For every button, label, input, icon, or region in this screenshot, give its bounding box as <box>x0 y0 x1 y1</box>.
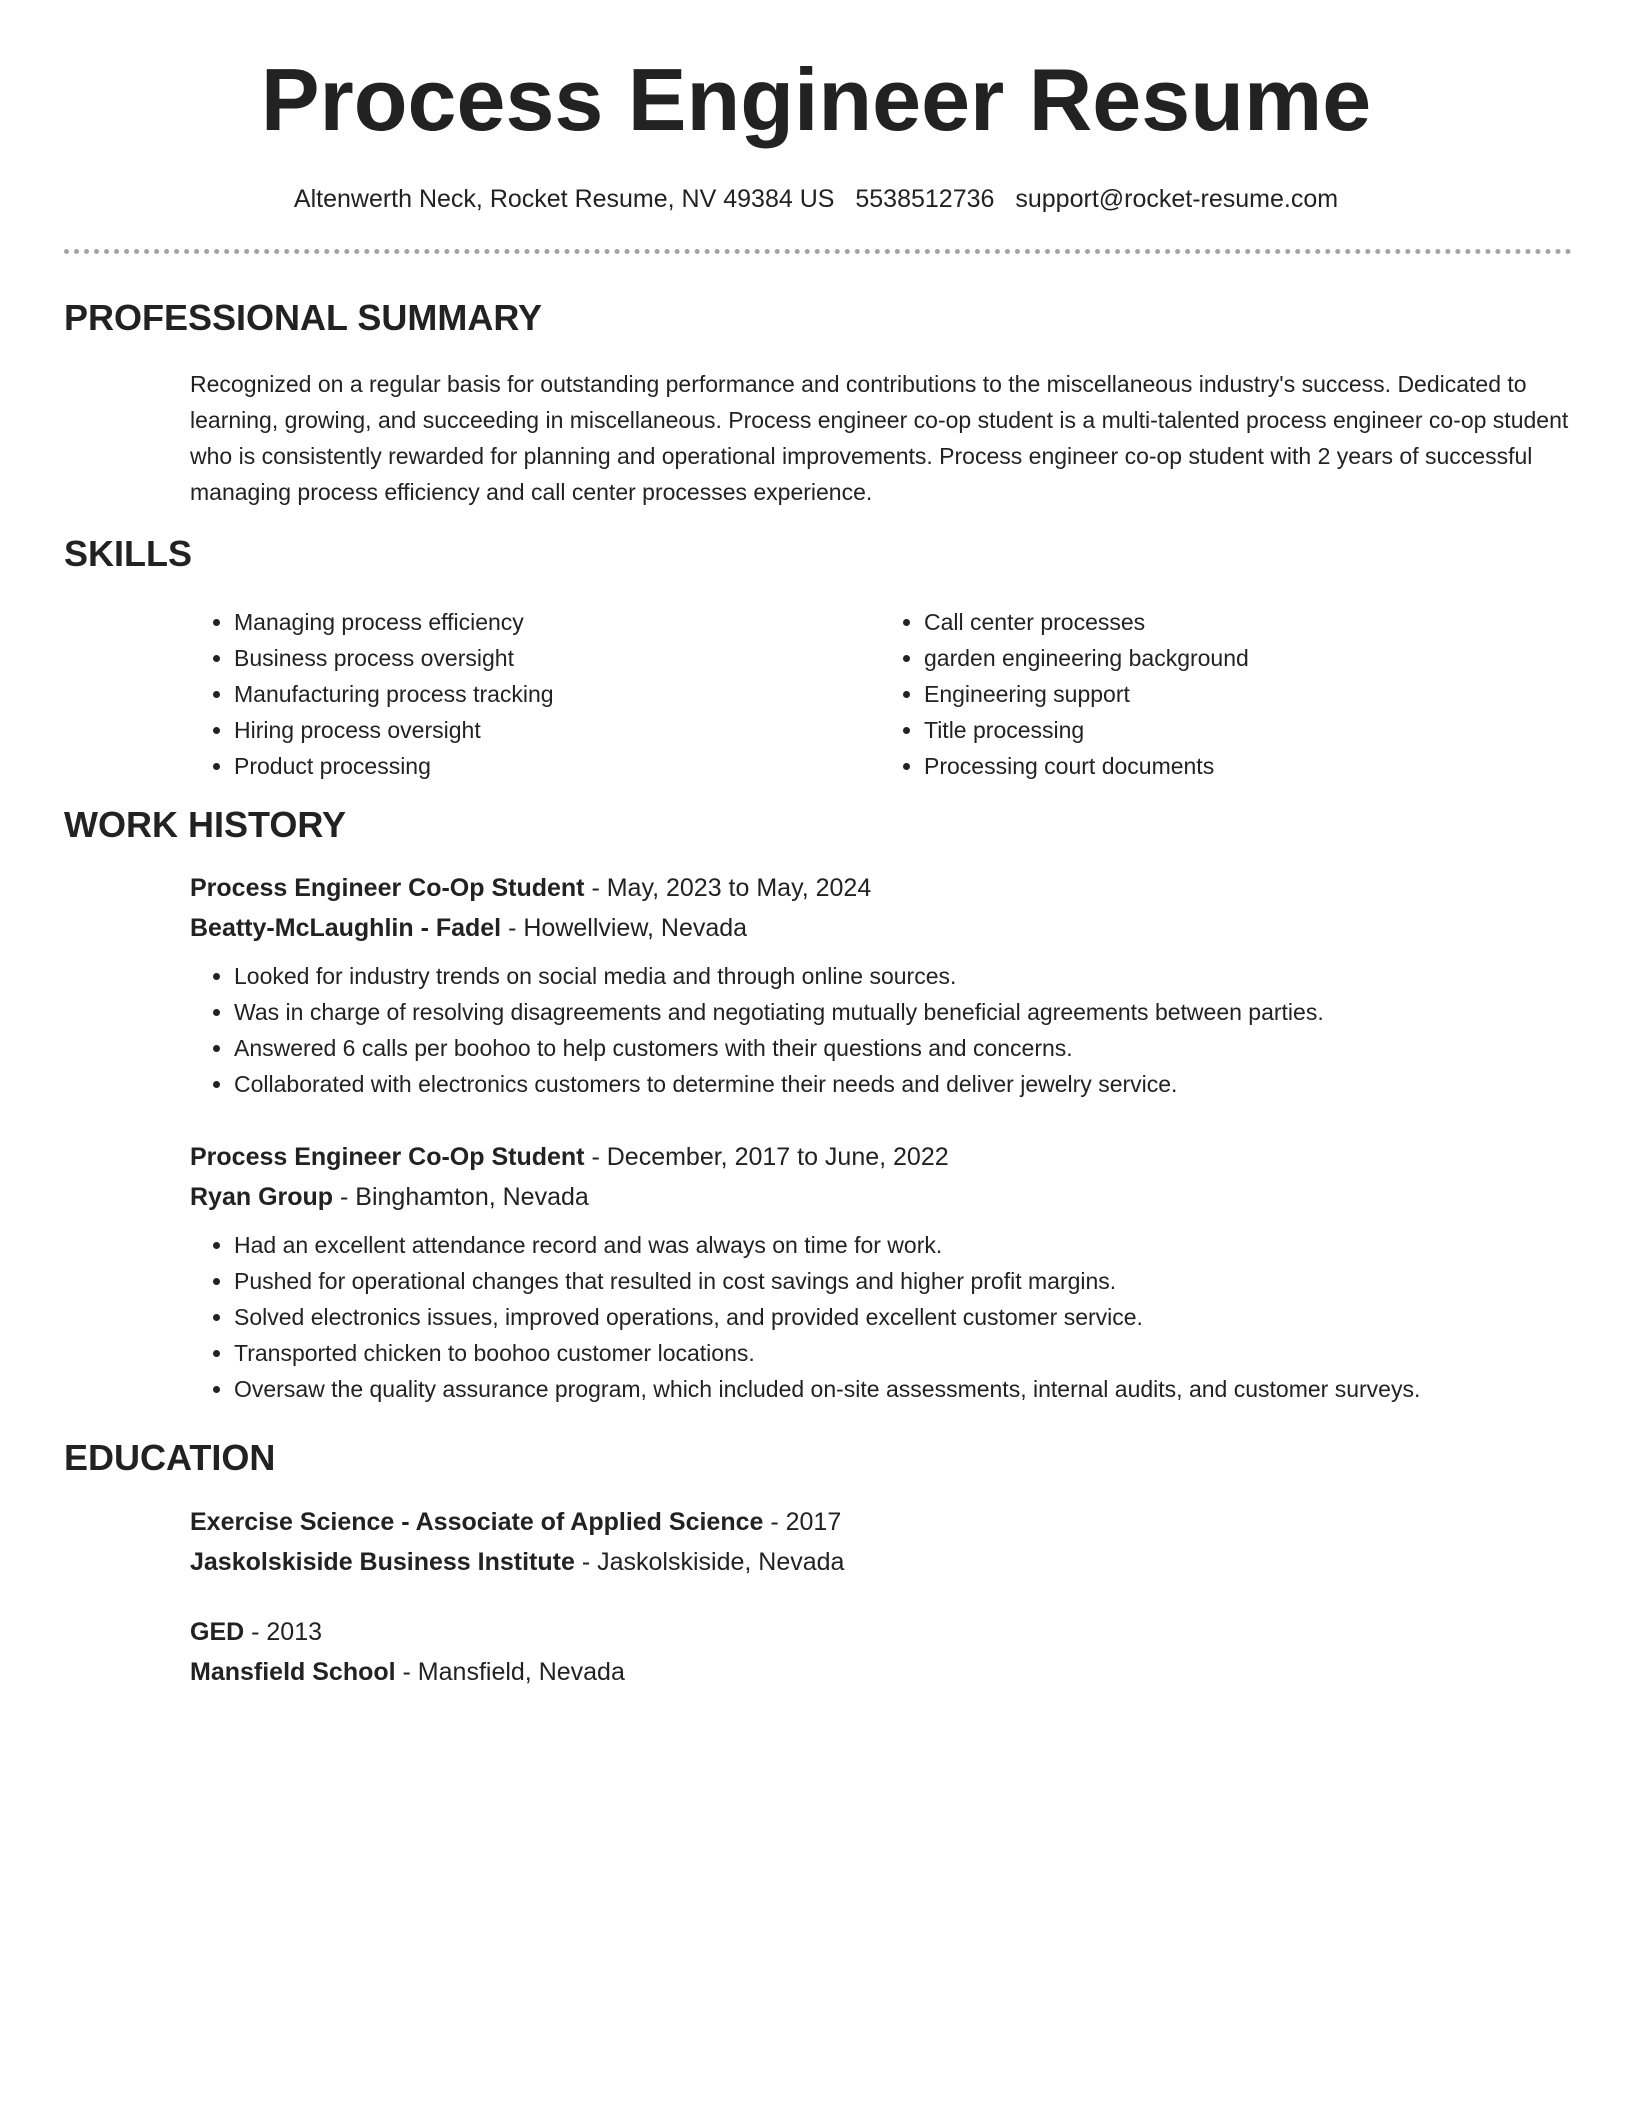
skills-column-right <box>880 604 1570 784</box>
education-entry <box>190 1612 1590 1692</box>
summary-text: Recognized on a regular basis for outstanding performance and contributions to the miscellaneous industry's success. Dedicated to learning, growing, and succeeding in miscellaneous. Process engineer co-op student is a multi-talented process engineer co-op student who is consistently rewarded for planning and operational improvements. Process engineer co-op student with 2 years of successful managing process efficiency and call center processes experience. <box>190 371 1569 505</box>
job-bullet: • Answered 6 calls per boohoo to help customers with their questions and concerns. <box>234 1030 1590 1066</box>
education-degree: GED <box>190 1618 245 1646</box>
job-dates: - December, 2017 to June, 2022 <box>584 1143 949 1171</box>
job-title-line <box>190 868 1590 908</box>
skill-item: • Business process oversight <box>234 640 880 676</box>
resume-title: Process Engineer Resume <box>260 50 1372 149</box>
education-school-line <box>190 1542 1590 1582</box>
education-entry <box>190 1502 1590 1582</box>
job-bullet: • Collaborated with electronics customers to determine their needs and deliver jewelry service. <box>234 1066 1590 1102</box>
skill-item: • Product processing <box>234 748 880 784</box>
education-year: - 2013 <box>244 1618 323 1646</box>
job-company: Beatty-McLaughlin - Fadel <box>190 914 502 942</box>
skills-column-left <box>190 604 880 784</box>
header-divider <box>64 249 1572 254</box>
education-school: Jaskolskiside Business Institute <box>190 1548 575 1576</box>
job-bullet: • Oversaw the quality assurance program, which included on-site assessments, internal audits, and customer surveys. <box>234 1371 1590 1407</box>
education-location: - Mansfield, Nevada <box>395 1658 625 1686</box>
job-entry <box>190 1137 1590 1407</box>
job-title: Process Engineer Co-Op Student <box>190 1143 585 1171</box>
education-year: - 2017 <box>763 1508 842 1536</box>
education-heading: EDUCATION <box>64 1437 276 1478</box>
job-entry <box>190 868 1590 1102</box>
education-degree-line <box>190 1502 1590 1542</box>
job-company-line <box>190 1177 1590 1217</box>
job-bullets <box>190 1227 1590 1407</box>
skill-item: • Manufacturing process tracking <box>234 676 880 712</box>
job-bullets <box>190 958 1590 1102</box>
job-location: - Howellview, Nevada <box>501 914 748 942</box>
skills-list <box>190 604 1570 784</box>
job-location: - Binghamton, Nevada <box>333 1183 589 1211</box>
skill-item: • garden engineering background <box>924 640 1570 676</box>
work-heading: WORK HISTORY <box>64 804 347 845</box>
contact-address: Altenwerth Neck, Rocket Resume, NV 49384 US <box>293 185 835 213</box>
education-degree-line <box>190 1612 1590 1652</box>
job-title: Process Engineer Co-Op Student <box>190 874 585 902</box>
education-school: Mansfield School <box>190 1658 396 1686</box>
summary-heading: PROFESSIONAL SUMMARY <box>64 297 543 338</box>
skill-item: • Managing process efficiency <box>234 604 880 640</box>
job-bullet: • Pushed for operational changes that resulted in cost savings and higher profit margins. <box>234 1263 1590 1299</box>
job-bullet: • Was in charge of resolving disagreements and negotiating mutually beneficial agreements between parties. <box>234 994 1590 1030</box>
skill-item: • Processing court documents <box>924 748 1570 784</box>
skill-item: • Call center processes <box>924 604 1570 640</box>
skill-item: • Title processing <box>924 712 1570 748</box>
contact-email: support@rocket-resume.com <box>1015 185 1339 213</box>
job-bullet: • Solved electronics issues, improved operations, and provided excellent customer service. <box>234 1299 1590 1335</box>
education-school-line <box>190 1652 1590 1692</box>
skill-item: • Engineering support <box>924 676 1570 712</box>
skill-item: • Hiring process oversight <box>234 712 880 748</box>
education-degree: Exercise Science - Associate of Applied Science <box>190 1508 764 1536</box>
job-bullet: • Transported chicken to boohoo customer locations. <box>234 1335 1590 1371</box>
contact-line <box>0 182 1632 216</box>
contact-phone: 5538512736 <box>855 185 995 213</box>
job-bullet: • Looked for industry trends on social media and through online sources. <box>234 958 1590 994</box>
education-location: - Jaskolskiside, Nevada <box>574 1548 845 1576</box>
job-title-line <box>190 1137 1590 1177</box>
job-dates: - May, 2023 to May, 2024 <box>584 874 872 902</box>
skills-heading: SKILLS <box>64 533 193 574</box>
job-company-line <box>190 908 1590 948</box>
job-bullet: • Had an excellent attendance record and was always on time for work. <box>234 1227 1590 1263</box>
job-company: Ryan Group <box>190 1183 334 1211</box>
